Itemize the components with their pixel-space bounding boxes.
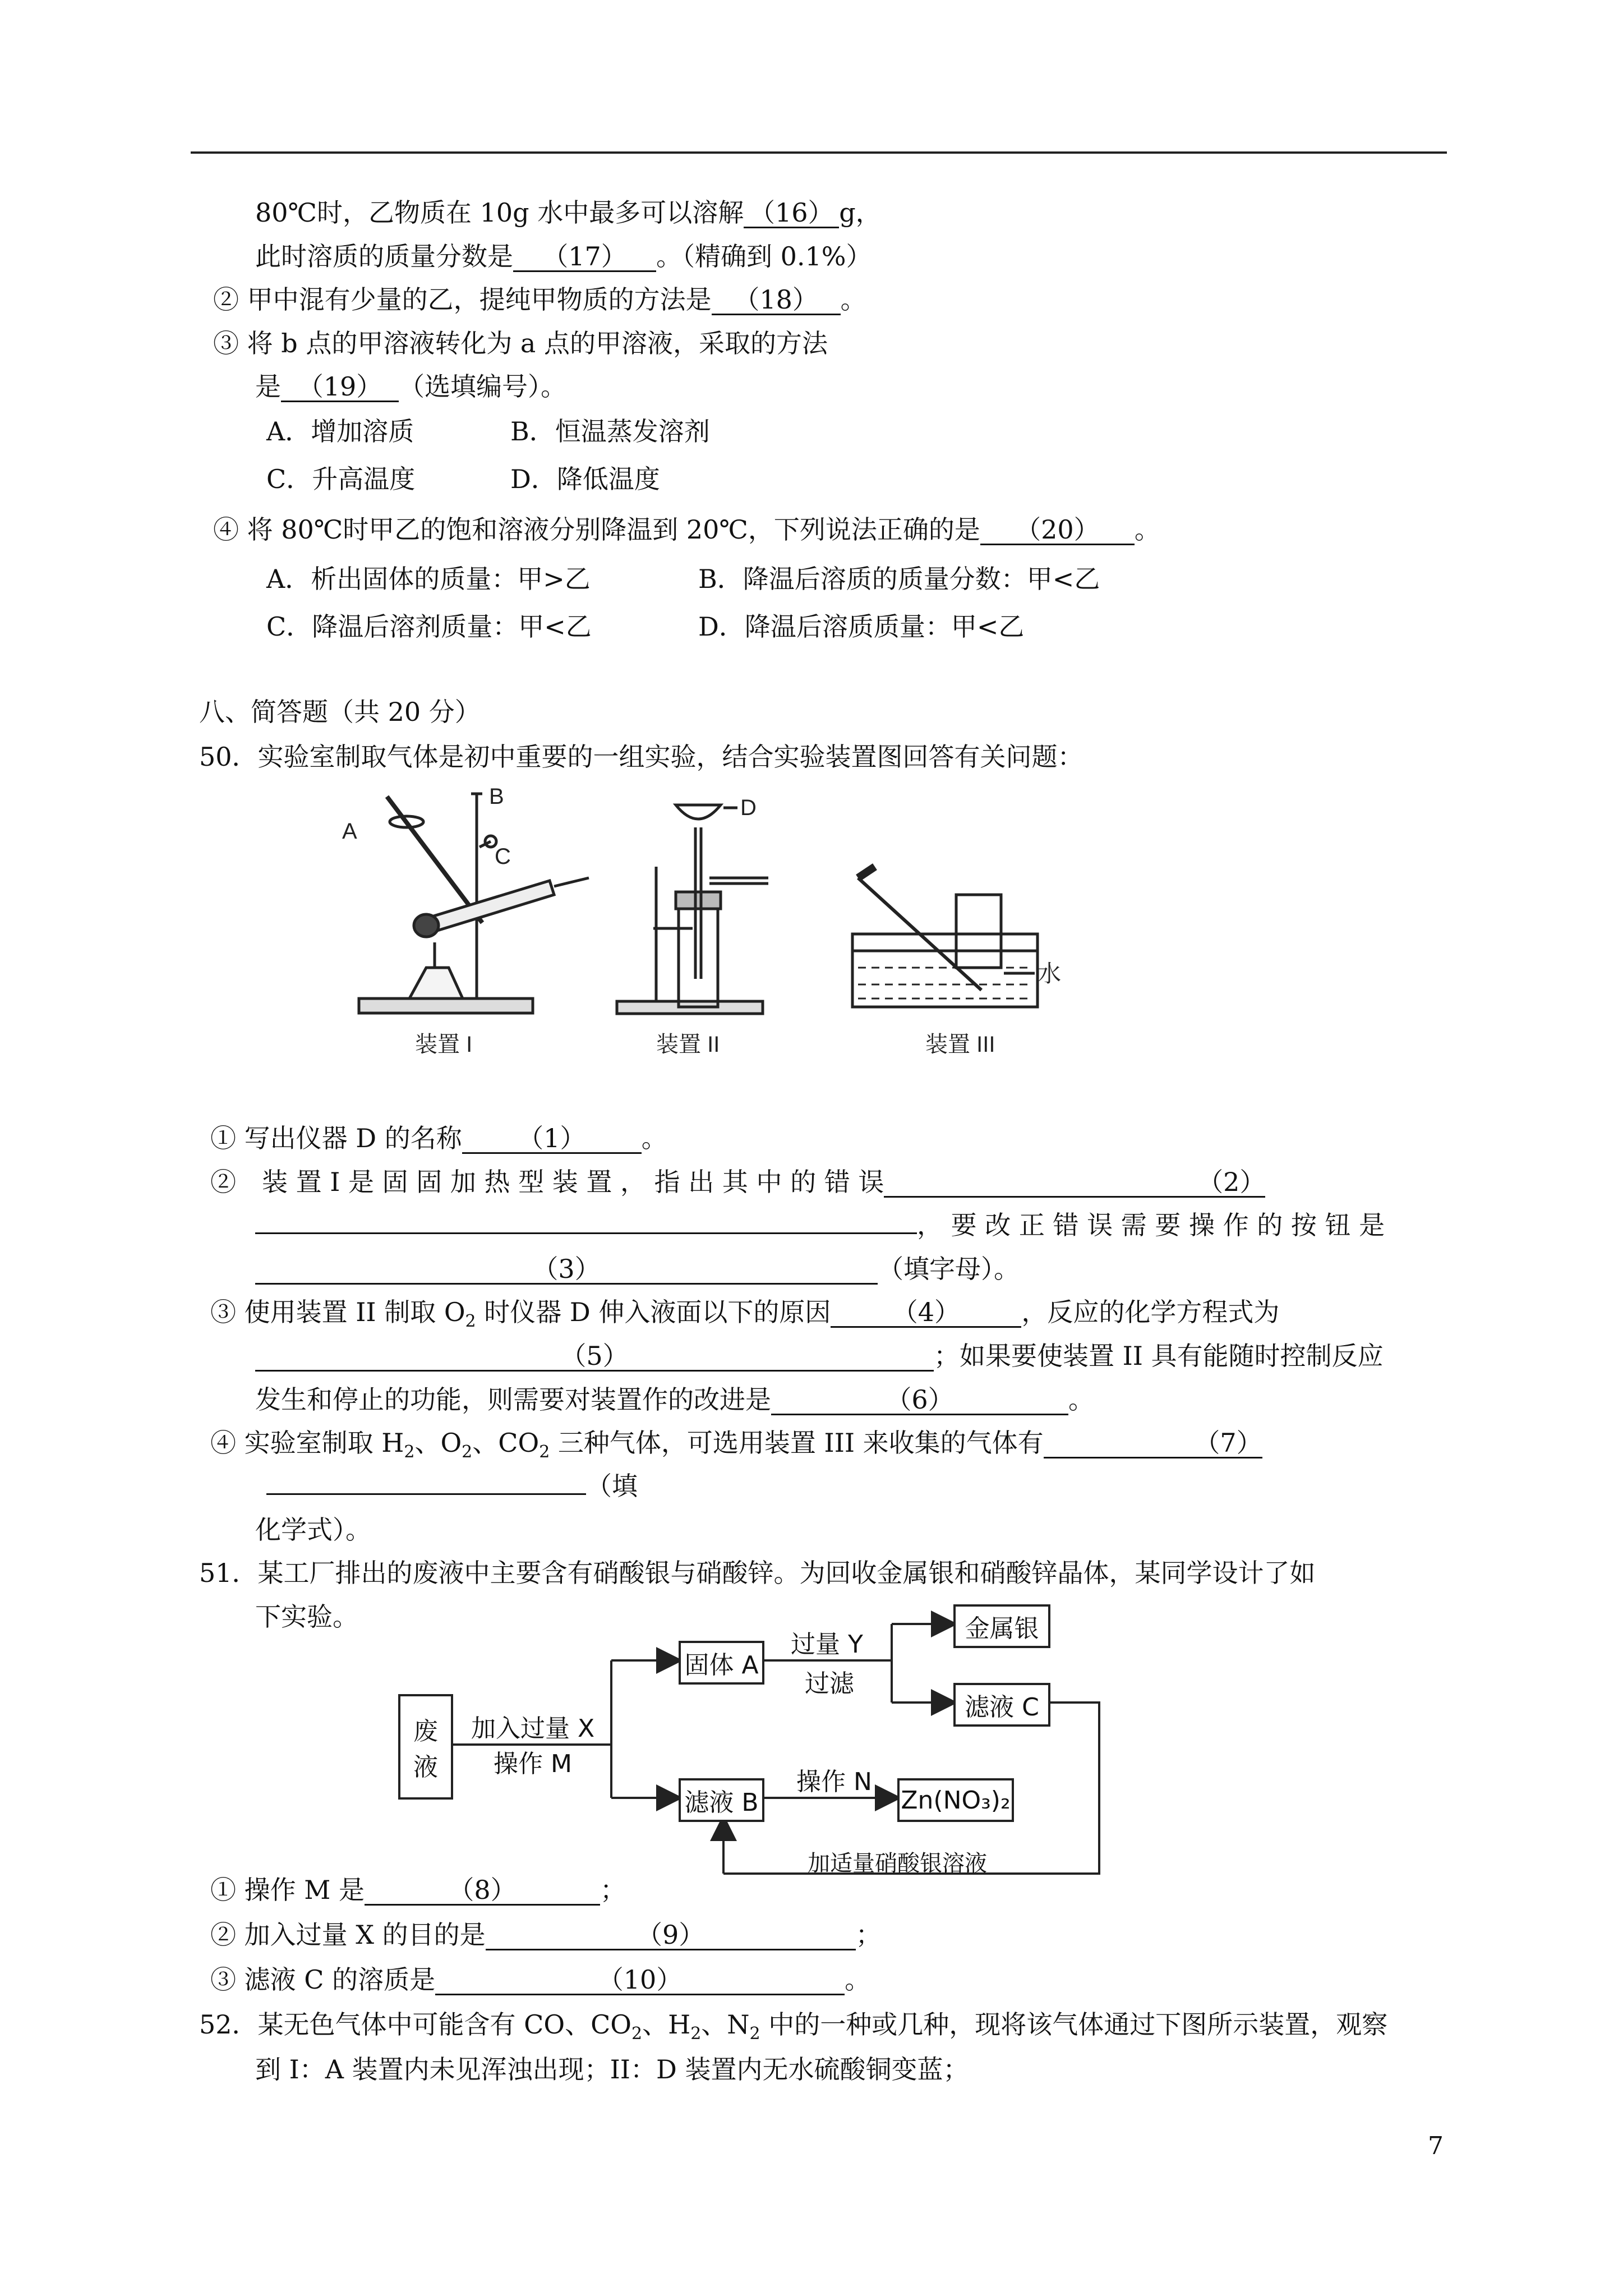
silver-box: 金属银 [953,1604,1050,1648]
zinc-nitrate-box: Zn(NO₃)₂ [897,1778,1014,1822]
header-rule [191,151,1447,154]
operation-m-label: 操作 M [494,1750,572,1778]
label-device-2: 装置 II [656,1032,720,1057]
q50-item2-line1: ② 装 置 I 是 固 固 加 热 型 装 置 ， 指 出 其 中 的 错 误 （2） [210,1167,1266,1197]
q49-choice-b: B．降温后溶质的质量分数：甲<乙 [698,564,1100,594]
q52-line1: 52．某无色气体中可能含有 CO、$CO_2$、$H_2$、$N_2$ 中的一种或几种，现将该气体通过下图所示装置，观察 [199,2009,1388,2044]
q50-item4-line2: （填 [266,1470,638,1502]
label-d: D [740,795,757,820]
section-heading: 八、简答题（共 20 分） [199,697,481,727]
apparatus-drawing [342,783,1071,1066]
q49-option-a: A．增加溶质 [266,416,414,447]
flowchart [387,1593,1116,1885]
blank-7: （7） [1044,1429,1262,1458]
apparatus-figure [342,783,1071,1066]
q49-line3: ② 甲中混有少量的乙，提纯甲物质的方法是 （18） 。 [213,284,866,315]
operation-n-label: 操作 N [796,1768,872,1796]
q50-item2-line3: （3） （填字母）。 [255,1253,1020,1285]
q49-choice-c: C．降温后溶剂质量：甲<乙 [266,611,592,642]
blank-17: （17） [513,242,656,272]
q49-choice-d: D．降温后溶质质量：甲<乙 [698,611,1025,642]
q49-option-d: D．降低温度 [510,464,660,494]
blank-10: （10） [435,1966,845,1995]
q49-line2: 此时溶质的质量分数是 （17） 。（精确到 0.1%） [255,241,872,272]
blank-18: （18） [712,286,841,315]
q51-stem-line2: 下实验。 [255,1602,358,1632]
blank-1: （1） [462,1124,642,1154]
blank-2-continued [255,1232,917,1234]
blank-4: （4） [831,1298,1021,1328]
filter-label: 过滤 [805,1669,854,1698]
blank-9: （9） [486,1921,856,1950]
q49-option-c: C．升高温度 [266,464,416,494]
q52-line2: 到 I：A 装置内未见浑浊出现；II：D 装置内无水硫酸铜变蓝； [255,2054,969,2085]
q49-option-b: B．恒温蒸发溶剂 [510,416,710,447]
q50-item4-line1: ④ 实验室制取 $H_2$、$O_2$、$CO_2$ 三种气体，可选用装置 III 来收集的气体有 （7） [210,1428,1262,1462]
q50-item3-line3: 发生和停止的功能，则需要对装置作的改进是 （6） 。 [255,1384,1094,1415]
filtrate-b-box: 滤液 B [679,1778,764,1822]
blank-5: （5） [255,1342,934,1372]
q51-item2: ② 加入过量 X 的目的是 （9） ； [210,1920,882,1950]
q50-stem: 50．实验室制取气体是初中重要的一组实验，结合实验装置图回答有关问题： [199,742,1083,772]
q49-line1: 80℃时，乙物质在 10g 水中最多可以溶解 （16） g， [255,197,882,228]
add-silver-nitrate-label: 加适量硝酸银溶液 [808,1851,987,1876]
q50-item4-line3: 化学式）。 [255,1515,371,1545]
q49-choice-a: A．析出固体的质量：甲>乙 [266,564,591,594]
q51-item1: ① 操作 M 是 （8） ； [210,1875,626,1905]
blank-2: （2） [884,1168,1265,1198]
label-device-1: 装置 I [415,1032,473,1057]
blank-19: （19） [281,372,399,402]
q49-line5: 是 （19） （选填编号）。 [255,371,566,402]
filtrate-c-box: 滤液 C [953,1683,1050,1727]
label-water: 水 [1038,960,1062,987]
page-number: 7 [1428,2132,1444,2160]
blank-8: （8） [365,1876,600,1906]
blank-20: （20） [980,516,1135,545]
q50-item3-line2: （5） ；如果要使装置 II 具有能随时控制反应 [255,1340,1384,1372]
blank-16: （16） [744,199,839,228]
blank-7-continued [266,1493,586,1495]
solid-a-box: 固体 A [679,1641,764,1685]
q49-line4: ③ 将 b 点的甲溶液转化为 a 点的甲溶液，采取的方法 [213,328,828,358]
q51-item3: ③ 滤液 C 的溶质是 （10） 。 [210,1964,871,1995]
q50-item3-line1: ③ 使用装置 II 制取 $O_2$ 时仪器 D 伸入液面以下的原因 （4） ，反应的化学方程式为 [210,1297,1280,1332]
label-c: C [495,844,511,869]
add-x-label: 加入过量 X [471,1714,595,1743]
label-device-3: 装置 III [925,1032,995,1057]
q49-line6: ④ 将 80℃时甲乙的饱和溶液分别降温到 20℃，下列说法正确的是 （20） 。 [213,514,1160,545]
q50-item2-line2: ， 要 改 正 错 误 需 要 操 作 的 按 钮 是 [255,1209,1385,1241]
excess-y-label: 过量 Y [791,1630,863,1659]
q50-item1: ① 写出仪器 D 的名称 （1） 。 [210,1123,667,1153]
waste-liquid-box: 废 液 [398,1694,453,1800]
blank-3: （3） [255,1255,878,1285]
label-b: B [489,784,504,809]
blank-6: （6） [771,1386,1068,1415]
label-a: A [342,819,357,844]
q51-stem-line1: 51．某工厂排出的废液中主要含有硝酸银与硝酸锌。为回收金属银和硝酸锌晶体，某同学设计了如 [199,1558,1316,1588]
